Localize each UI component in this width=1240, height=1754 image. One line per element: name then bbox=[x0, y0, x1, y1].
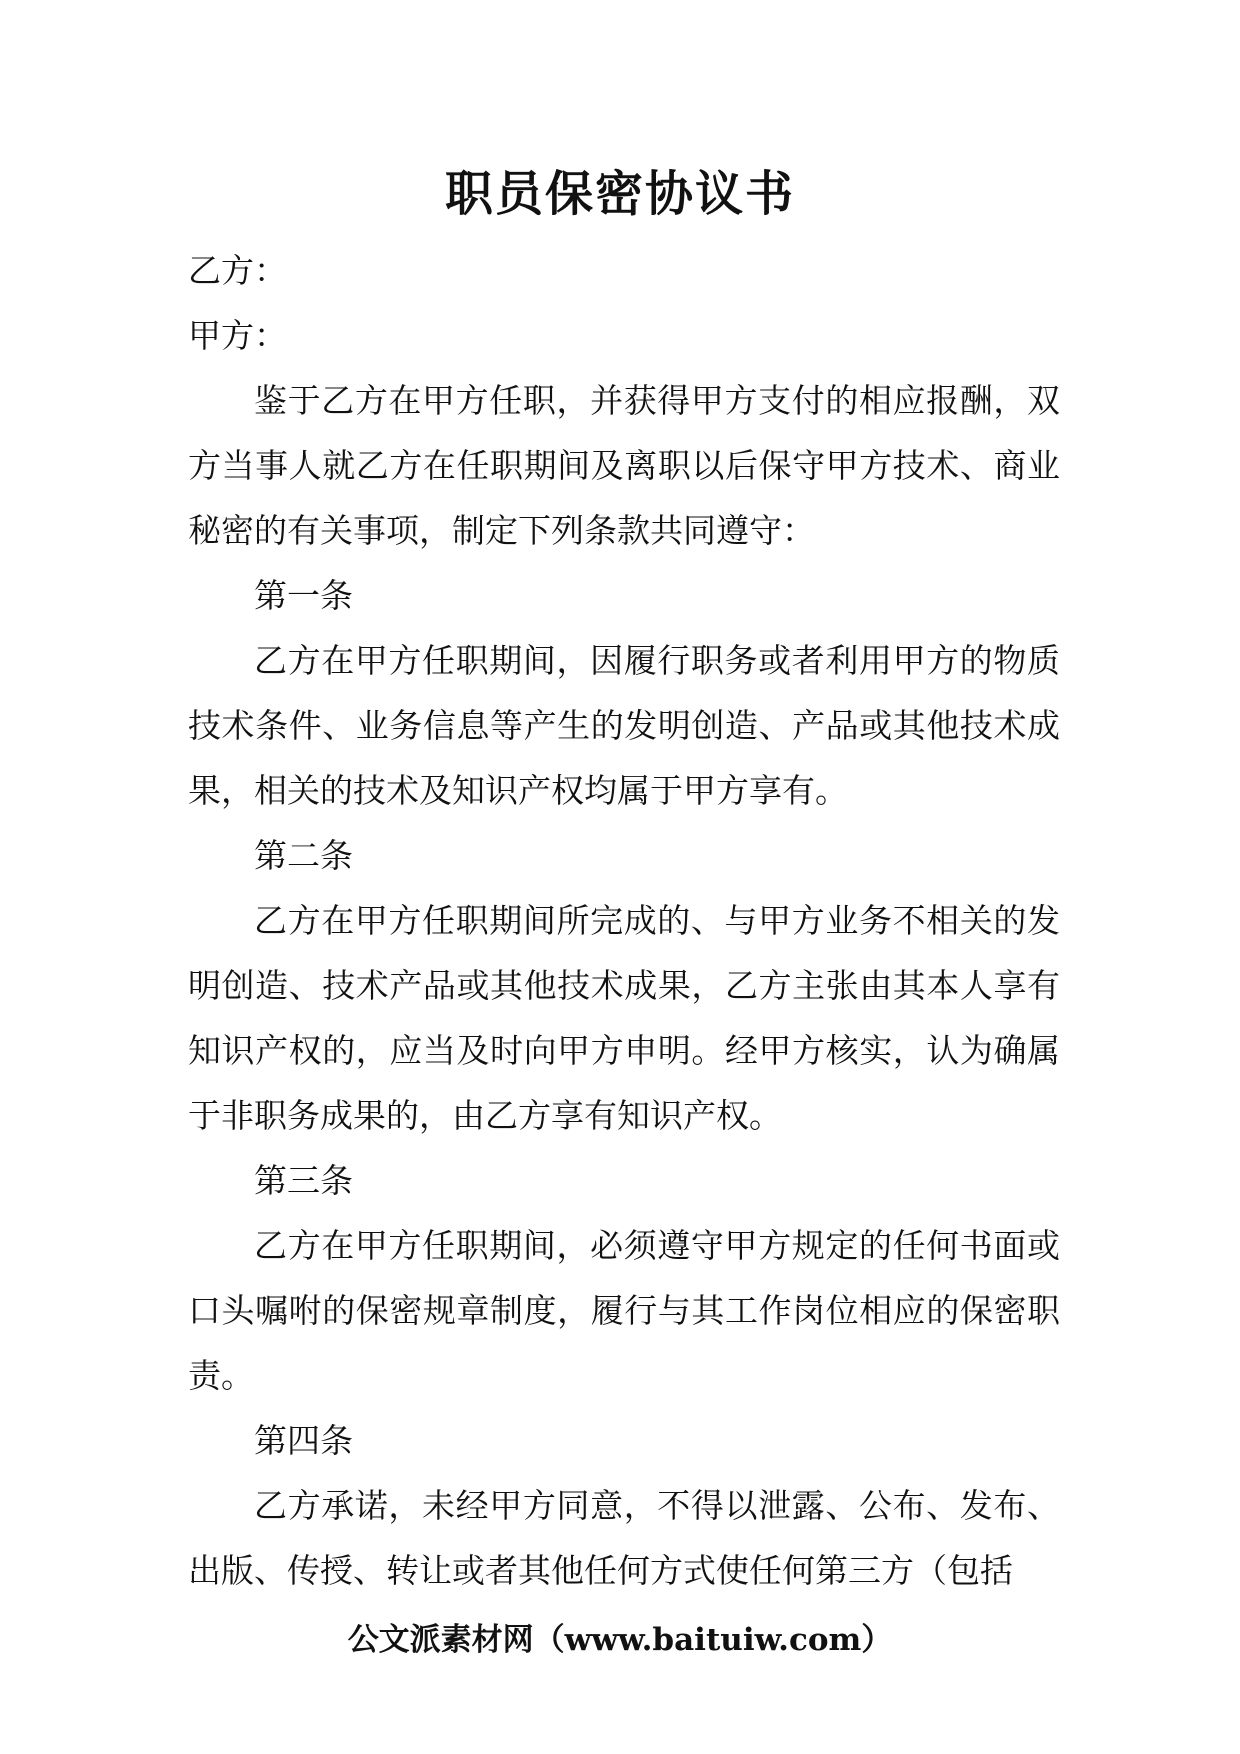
party-a-line: 甲方： bbox=[188, 316, 287, 355]
article-4-text: 乙方承诺，未经甲方同意，不得以泄露、公布、发布、出版、传授、转让或者其他任何方式使任何第三方（包括 bbox=[188, 1486, 1060, 1590]
article-1-text: 乙方在甲方任职期间，因履行职务或者利用甲方的物质技术条件、业务信息等产生的发明创造、产品或其他技术成果，相关的技术及知识产权均属于甲方享有。 bbox=[188, 641, 1060, 810]
party-b-line: 乙方： bbox=[188, 251, 287, 290]
document-body bbox=[188, 238, 1060, 1603]
document-title: 职员保密协议书 bbox=[444, 166, 795, 222]
article-4-heading: 第四条 bbox=[254, 1421, 353, 1460]
article-3-heading: 第三条 bbox=[254, 1161, 353, 1200]
article-2-text: 乙方在甲方任职期间所完成的、与甲方业务不相关的发明创造、技术产品或其他技术成果，乙方主张由其本人享有知识产权的，应当及时向甲方申明。经甲方核实，认为确属于非职务成果的，由乙方享有知识产权。 bbox=[188, 901, 1060, 1135]
article-1-heading: 第一条 bbox=[254, 576, 353, 615]
footer-source: 公文派素材网（www.baituiw.com） bbox=[347, 1622, 893, 1658]
article-2-heading: 第二条 bbox=[254, 836, 353, 875]
intro-paragraph: 鉴于乙方在甲方任职，并获得甲方支付的相应报酬，双方当事人就乙方在任职期间及离职以后保守甲方技术、商业秘密的有关事项，制定下列条款共同遵守： bbox=[188, 381, 1060, 550]
article-3-text: 乙方在甲方任职期间，必须遵守甲方规定的任何书面或口头嘱咐的保密规章制度，履行与其工作岗位相应的保密职责。 bbox=[188, 1226, 1060, 1395]
